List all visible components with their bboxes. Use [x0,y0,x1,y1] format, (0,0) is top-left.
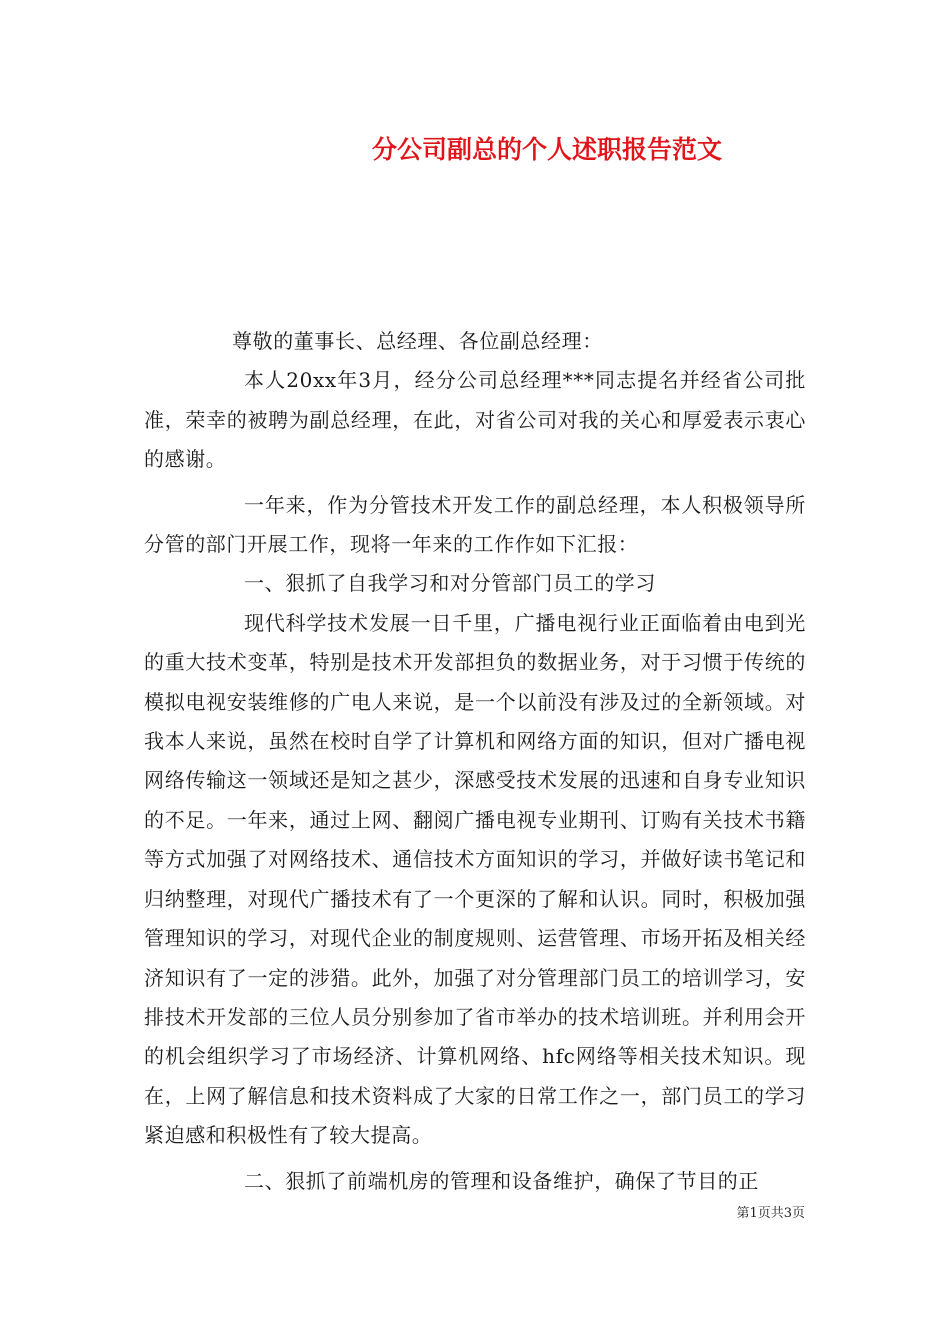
section-heading-1: 一、狠抓了自我学习和对分管部门员工的学习 [244,571,656,596]
section-heading-2: 二、狠抓了前端机房的管理和设备维护，确保了节目的正 [244,1168,759,1193]
page-number: 第1页共3页 [736,1206,805,1221]
salutation: 尊敬的董事长、总经理、各位副总经理： [232,329,603,353]
paragraph-study: 现代科学技术发展一日千里，广播电视行业正面临着由电到光的重大技术变革，特别是技术开发部担负的数据业务，对于习惯于传统的模拟电视安装维修的广电人来说，是一个以前没有涉及过的全新领域。对我本人来说，虽然在校时自学了计算机和网络方面的知识，但对广播电视网络传输这一领域还是知之甚少，深感受技术发展的迅速和自身专业知识的不足。一年来，通过上网、翻阅广播电视专业期刊、订购有关技术书籍等方式加强了对网络技术、通信技术方面知识的学习，并做好读书笔记和归纳整理，对现代广播技术有了一个更深的了解和认识。同时，积极加强管理知识的学习，对现代企业的制度规则、运营管理、市场开拓及相关经济知识有了一定的涉猎。此外，加强了对分管理部门员工的培训学习，安排技术开发部的三位人员分别参加了省市举办的技术培训班。并利用会开的机会组织学习了市场经济、计算机网络、hfc网络等相关技术知识。现在，上网了解信息和技术资料成了大家的日常工作之一，部门员工的学习紧迫感和积极性有了较大提高。 [144,610,806,1148]
paragraph-intro: 本人20xx年3月，经分公司总经理***同志提名并经省公司批准，荣幸的被聘为副总经理，在此，对省公司对我的关心和厚爱表示衷心的感谢。 [144,368,806,472]
document-body [144,322,806,1201]
document-title: 分公司副总的个人述职报告范文 [372,135,723,164]
paragraph-overview: 一年来，作为分管技术开发工作的副总经理，本人积极领导所分管的部门开展工作，现将一年来的工作作如下汇报： [144,492,806,557]
